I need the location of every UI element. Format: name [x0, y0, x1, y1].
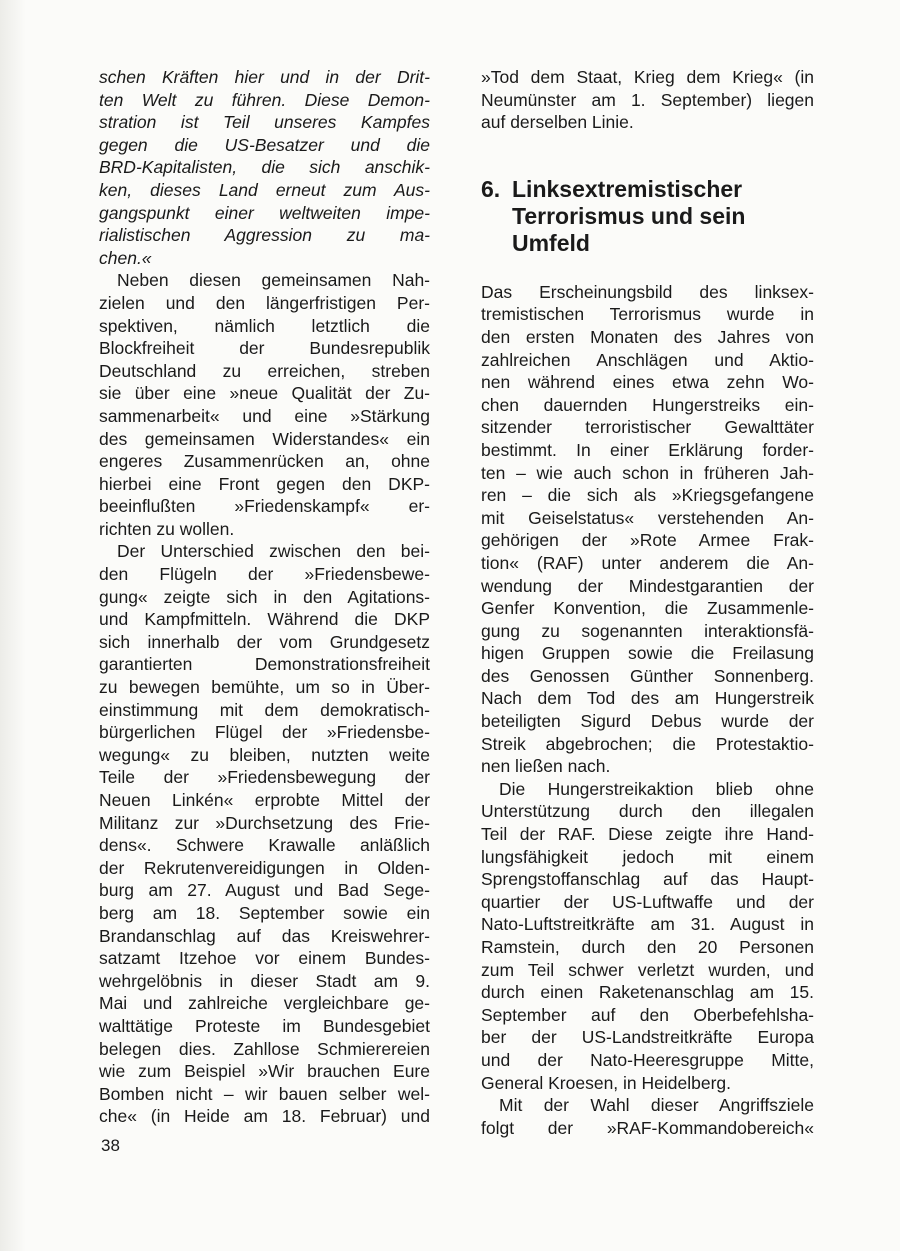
text-line: mit Geiselstatus« verstehenden An- — [481, 507, 814, 528]
text-line: higen Gruppen sowie die Freilasung — [481, 643, 814, 664]
text-line: beteiligten Sigurd Debus wurde der — [481, 711, 814, 732]
text-line: gung zu sogenannten interaktionsfä- — [481, 620, 814, 641]
text-line: quartier der US-Luftwaffe und der — [481, 891, 814, 912]
text-line: tion« (RAF) unter anderem die An- — [481, 552, 814, 573]
text-line: zu bewegen bemühte, um so in Über- — [99, 677, 430, 698]
text-line: sammenarbeit« und eine »Stärkung — [99, 405, 430, 426]
paragraph — [99, 269, 430, 540]
text-line: den ersten Monaten des Jahres von — [481, 326, 814, 347]
text-line: belegen dies. Zahllose Schmierereien — [99, 1038, 430, 1059]
text-line: sich innerhalb der vom Grundgesetz — [99, 631, 430, 652]
text-line: beeinflußten »Friedenskampf« er- — [99, 496, 430, 517]
text-line: Der Unterschied zwischen den bei- — [117, 541, 430, 562]
text-line: »Tod dem Staat, Krieg dem Krieg« (in — [481, 67, 814, 87]
text-line: BRD-Kapitalisten, die sich anschik- — [99, 157, 430, 178]
section-number: 6. — [481, 175, 501, 202]
page-number: 38 — [101, 1136, 120, 1155]
text-line: bestimmt. In einer Erklärung forder- — [481, 439, 814, 460]
text-line: Neuen Linkén« erprobte Mittel der — [99, 790, 430, 810]
text-line: burg am 27. August und Bad Sege- — [99, 880, 430, 901]
text-line: zahlreichen Anschlägen und Aktio- — [481, 349, 814, 370]
text-line: walttätige Proteste im Bundesgebiet — [99, 1015, 430, 1036]
text-line: garantierten Demonstrationsfreiheit — [99, 654, 430, 675]
heading-line: Terrorismus und sein — [512, 202, 746, 229]
text-line: des Genossen Günther Sonnenberg. — [481, 665, 814, 686]
text-line: wegung« zu bleiben, nutzten weite — [99, 744, 430, 765]
text-line: General Kroesen, in Heidelberg. — [481, 1072, 732, 1093]
text-line: ten Welt zu führen. Diese Demon- — [99, 89, 430, 110]
text-line: dens«. Schwere Krawalle anläßlich — [99, 835, 430, 856]
text-line: hierbei eine Front gegen den DKP- — [99, 473, 430, 494]
text-line: Genfer Konvention, die Zusammenle- — [481, 598, 814, 619]
left-column — [99, 66, 430, 1128]
text-line: auf derselben Linie. — [481, 112, 634, 133]
text-line: sie über eine »neue Qualität der Zu- — [99, 383, 430, 404]
text-line: wehrgelöbnis in dieser Stadt am 9. — [99, 970, 430, 991]
text-line: der Rekrutenvereidigungen in Olden- — [99, 857, 430, 878]
text-line: Mit der Wahl dieser Angriffsziele — [499, 1095, 814, 1116]
text-line: folgt der »RAF-Kommandobereich« — [481, 1117, 814, 1138]
text-line: engeres Zusammenrücken an, ohne — [99, 451, 430, 472]
paragraph — [481, 1094, 814, 1139]
text-line: Das Erscheinungsbild des linksex- — [481, 281, 814, 302]
text-line: Brandanschlag auf das Kreiswehrer- — [99, 925, 430, 946]
text-line: des gemeinsamen Widerstandes« ein — [99, 428, 430, 449]
text-line: Nato-Luftstreitkräfte am 31. August in — [481, 914, 814, 935]
text-line: durch einen Raketenanschlag am 15. — [481, 982, 814, 1003]
paragraph — [481, 66, 814, 134]
text-line: Mai und zahlreiche vergleichbare ge- — [99, 993, 430, 1014]
text-line: Blockfreiheit der Bundesrepublik — [99, 338, 430, 359]
text-line: Teil der RAF. Diese zeigte ihre Hand- — [481, 824, 814, 845]
text-line: chen.« — [99, 247, 152, 268]
paragraph — [99, 540, 430, 1127]
text-line: ken, dieses Land erneut zum Aus- — [99, 179, 430, 200]
text-line: schen Kräften hier und in der Drit- — [99, 67, 430, 87]
text-line: und der Nato-Heeresgruppe Mitte, — [481, 1049, 814, 1070]
text-line: Ramstein, durch den 20 Personen — [481, 937, 814, 957]
text-line: Militanz zur »Durchsetzung des Frie- — [99, 812, 430, 833]
text-line: nen während eines etwa zehn Wo- — [481, 372, 814, 393]
page-edge-shadow — [0, 0, 26, 1251]
text-line: richten zu wollen. — [99, 518, 235, 539]
text-line: gehörigen der »Rote Armee Frak- — [481, 530, 814, 551]
text-line: wie zum Beispiel »Wir brauchen Eure — [99, 1061, 430, 1082]
text-line: den Flügeln der »Friedensbewe- — [99, 564, 430, 585]
paragraph — [481, 281, 814, 778]
heading-line: Umfeld — [512, 229, 590, 256]
quote-block — [99, 66, 430, 269]
text-line: zum Teil schwer verletzt wurden, und — [481, 959, 814, 980]
text-line: Sprengstoffanschlag auf das Haupt- — [481, 869, 814, 890]
text-line: Teile der »Friedensbewegung der — [99, 767, 430, 788]
text-line: spektiven, nämlich letztlich die — [99, 315, 430, 336]
text-line: Neben diesen gemeinsamen Nah- — [117, 270, 430, 291]
text-line: Die Hungerstreikaktion blieb ohne — [499, 778, 814, 799]
text-line: einstimmung mit dem demokratisch- — [99, 699, 430, 720]
right-column — [481, 66, 814, 1139]
text-line: chen dauernden Hungerstreiks ein- — [481, 394, 814, 415]
heading-line: Linksextremistischer — [512, 175, 743, 202]
text-line: ber der US-Landstreitkräfte Europa — [481, 1027, 814, 1048]
text-line: wendung der Mindestgarantien der — [481, 575, 814, 596]
text-line: tremistischen Terrorismus wurde in — [481, 304, 814, 325]
text-line: gangspunkt einer weltweiten impe- — [99, 202, 430, 223]
text-line: gung« zeigte sich in den Agitations- — [99, 586, 430, 607]
text-line: Deutschland zu erreichen, streben — [99, 360, 430, 381]
text-line: Neumünster am 1. September) liegen — [481, 89, 814, 110]
paragraph — [481, 778, 814, 1094]
text-line: September auf den Oberbefehlsha- — [481, 1004, 814, 1025]
text-line: bürgerlichen Flügel der »Friedensbe- — [99, 722, 430, 743]
text-line: und Kampfmitteln. Während die DKP — [99, 609, 430, 630]
text-line: Nach dem Tod des am Hungerstreik — [481, 688, 814, 709]
text-line: berg am 18. September sowie ein — [99, 902, 430, 923]
text-line: rialistischen Aggression zu ma- — [99, 225, 430, 246]
text-line: ten – wie auch schon in früheren Jah- — [481, 462, 814, 483]
text-line: lungsfähigkeit jedoch mit einem — [481, 846, 814, 867]
text-line: zielen und den längerfristigen Per- — [99, 292, 430, 313]
text-line: Streik abgebrochen; die Protestaktio- — [481, 733, 814, 754]
text-line: nen ließen nach. — [481, 756, 611, 777]
section-heading — [481, 176, 814, 257]
text-line: satzamt Itzehoe vor einem Bundes- — [99, 948, 430, 969]
text-line: sitzender terroristischer Gewalttäter — [481, 417, 814, 438]
text-line: ren – die sich als »Kriegsgefangene — [481, 485, 814, 506]
text-line: Bomben nicht – wir bauen selber wel- — [99, 1083, 430, 1104]
text-line: stration ist Teil unseres Kampfes — [99, 112, 430, 133]
text-line: Unterstützung durch den illegalen — [481, 801, 814, 822]
text-line: gegen die US-Besatzer und die — [99, 134, 430, 155]
text-line: che« (in Heide am 18. Februar) und — [99, 1106, 430, 1127]
